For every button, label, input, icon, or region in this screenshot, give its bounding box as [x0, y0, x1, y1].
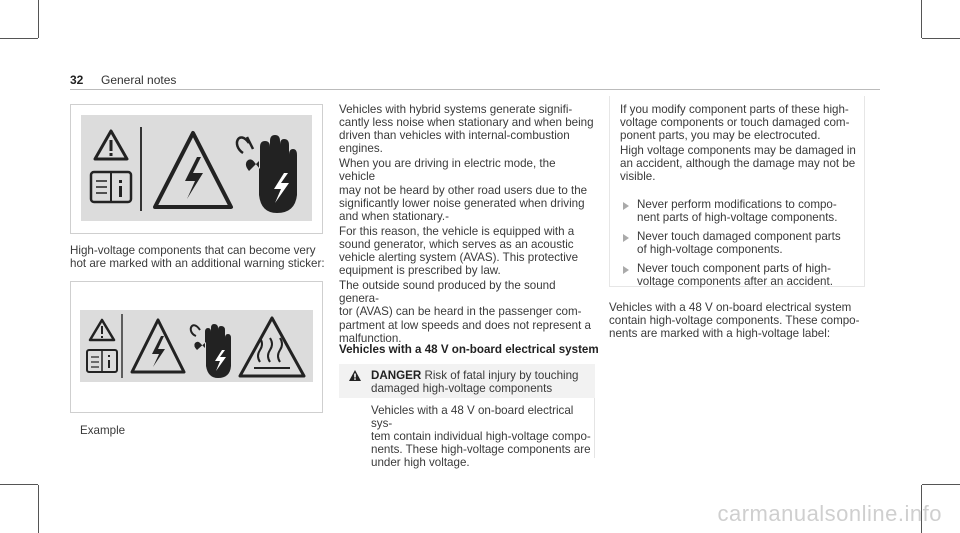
middle-text: [339, 103, 594, 345]
high-voltage-sticker-icon: [81, 115, 312, 221]
danger-body: [371, 404, 593, 469]
section-title: General notes: [101, 73, 177, 87]
text-line: and when stationary.-: [339, 209, 449, 223]
sticker-panel: [80, 310, 313, 382]
text-line: malfunction.: [339, 331, 402, 345]
bullet-item: [637, 262, 859, 288]
text-line: Vehicles with hybrid systems generate signifi-: [339, 103, 573, 116]
danger-box: [339, 364, 595, 470]
text-line: may not be heard by other road users due to the: [339, 183, 588, 197]
text-line: Vehicles with a 48 V on-board electrical system: [609, 301, 852, 314]
text-line: engines.: [339, 142, 383, 156]
danger-title-line2: damaged high-voltage components: [371, 382, 553, 396]
caption-line: hot are marked with an additional warning sticker:: [70, 257, 325, 271]
text-line: Never touch damaged component parts: [637, 230, 841, 243]
text-line: tor (AVAS) can be heard in the passenger com-: [339, 305, 582, 319]
text-line: equipment is prescribed by law.: [339, 264, 501, 278]
text-line: Vehicles with a 48 V on-board electrical sys-: [371, 404, 574, 431]
text-line: an accident, although the damage may not be: [620, 157, 856, 171]
watermark: carmanualsonline.info: [717, 501, 942, 526]
caption-text: [70, 244, 325, 270]
page-number: 32: [70, 73, 84, 87]
text-line: nent parts of high-voltage components.: [637, 211, 838, 225]
text-line: The outside sound produced by the sound genera-: [339, 279, 556, 306]
crop-mark: [0, 484, 38, 485]
text-line: vehicle alerting system (AVAS). This protective: [339, 251, 579, 265]
text-line: ponent parts, you may be electrocuted.: [620, 129, 821, 143]
text-line: Never touch component parts of high-: [637, 262, 831, 275]
text-line: driven than vehicles with internal-combustion: [339, 129, 570, 143]
text-line: voltage components or touch damaged com-: [620, 116, 850, 130]
crop-mark: [38, 485, 39, 533]
text-line: tem contain individual high-voltage compo-: [371, 430, 591, 444]
text-line: cantly less noise when stationary and when being: [339, 116, 594, 130]
text-line: sound generator, which serves as an acoustic: [339, 237, 574, 251]
text-line: voltage components after an accident.: [637, 275, 833, 289]
danger-label: DANGER: [371, 369, 422, 382]
danger-title-text: Risk of fatal injury by touching: [424, 369, 579, 382]
warning-triangle-icon: [349, 370, 361, 381]
crop-mark: [38, 0, 39, 38]
text-line: nents. These high-voltage components are: [371, 443, 591, 457]
crop-mark: [0, 38, 38, 39]
bullet-arrow-icon: [623, 202, 629, 210]
text-line: When you are driving in electric mode, the vehicle: [339, 157, 556, 184]
text-line: significantly lower noise generated when driving: [339, 196, 585, 210]
text-line: of high-voltage components.: [637, 243, 783, 257]
text-line: High voltage components may be damaged in: [620, 144, 856, 158]
text-line: under high voltage.: [371, 456, 470, 470]
text-line: For this reason, the vehicle is equipped with a: [339, 224, 575, 238]
box-text: [620, 103, 860, 184]
bullet-item: [637, 230, 859, 256]
sticker-panel: [81, 115, 312, 221]
text-line: visible.: [620, 170, 656, 184]
text-line: contain high-voltage components. These compo-: [609, 314, 860, 328]
crop-mark: [922, 484, 960, 485]
header-rule: [70, 89, 880, 90]
continued-danger-box: [609, 96, 865, 287]
figure-example-sticker: [70, 281, 323, 413]
danger-border: [594, 398, 595, 458]
text-line: nents are marked with a high-voltage label:: [609, 327, 831, 341]
bullet-arrow-icon: [623, 234, 629, 242]
box-border-right: [864, 96, 865, 287]
caption-line: High-voltage components that can become very: [70, 244, 316, 257]
crop-mark: [922, 38, 960, 39]
figure-warning-sticker: [70, 104, 323, 234]
hot-surface-sticker-icon: [80, 310, 313, 382]
text-line: Never perform modifications to compo-: [637, 198, 837, 211]
danger-title: [371, 369, 593, 395]
text-line: If you modify component parts of these high-: [620, 103, 849, 116]
bullet-item: [637, 198, 859, 224]
text-line: partment at low speeds and does not represent a: [339, 318, 591, 332]
box-border-left: [609, 96, 610, 287]
bullet-arrow-icon: [623, 266, 629, 274]
after-box-text: [609, 301, 869, 340]
section-heading: Vehicles with a 48 V on-board electrical system: [339, 343, 599, 356]
example-label: Example: [80, 424, 126, 437]
crop-mark: [921, 0, 922, 38]
